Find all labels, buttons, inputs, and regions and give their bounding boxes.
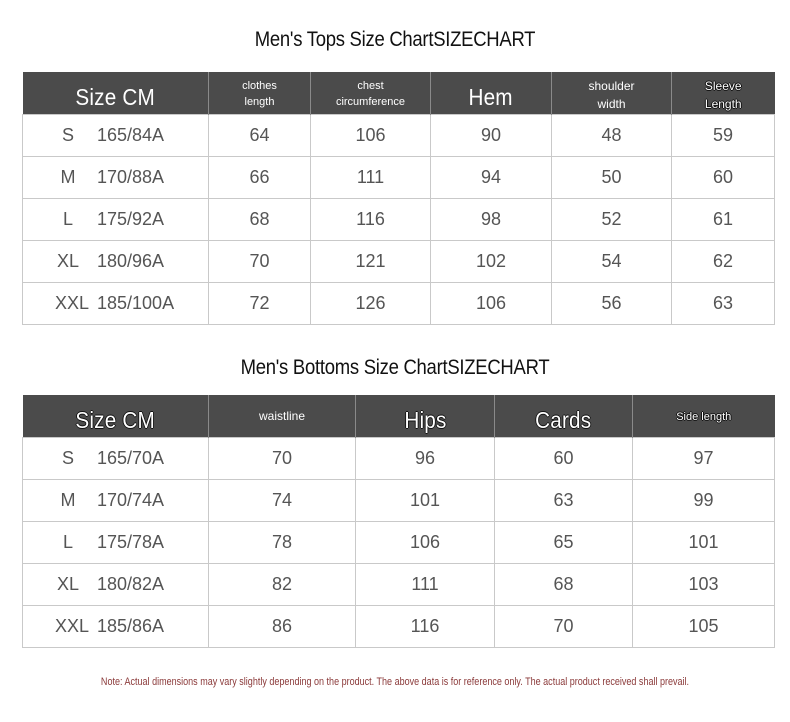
- height-label: 170/88A: [97, 167, 165, 187]
- cell-sleeve: 59: [672, 115, 775, 157]
- cell-clothes-length: 68: [209, 199, 311, 241]
- header-size-cm: Size CM: [23, 72, 209, 115]
- size-label: XXL: [55, 293, 90, 313]
- size-cell: [23, 115, 209, 157]
- cell-sleeve: 60: [672, 157, 775, 199]
- header-hem: Hem: [431, 72, 552, 115]
- size-label: L: [62, 532, 73, 552]
- table-row: [23, 157, 775, 199]
- cell-hips: 111: [356, 564, 495, 606]
- cell-cards: 63: [495, 480, 633, 522]
- cell-chest: 111: [311, 157, 431, 199]
- size-label: XL: [56, 574, 80, 594]
- cell-cards: 60: [495, 438, 633, 480]
- cell-shoulder: 54: [552, 241, 672, 283]
- cell-clothes-length: 66: [209, 157, 311, 199]
- cell-cards: 68: [495, 564, 633, 606]
- cell-hem: 98: [431, 199, 552, 241]
- size-label: XXL: [55, 616, 90, 636]
- cell-chest: 116: [311, 199, 431, 241]
- table-row: [23, 480, 775, 522]
- header-cards: Cards: [495, 395, 633, 438]
- cell-sleeve: 61: [672, 199, 775, 241]
- cell-side-length: 97: [633, 438, 775, 480]
- height-label: 165/84A: [97, 125, 165, 145]
- disclaimer-note: Note: Actual dimensions may vary slightly depending on the product. The above data is for reference only. The actual product received shall prevail.: [100, 676, 690, 688]
- cell-waistline: 82: [209, 564, 356, 606]
- header-size-cm: Size CM: [23, 395, 209, 438]
- cell-hem: 106: [431, 283, 552, 325]
- size-cell: [23, 522, 209, 564]
- header-waistline: waistline: [209, 395, 356, 438]
- size-label: L: [62, 209, 73, 229]
- size-cell: [23, 564, 209, 606]
- cell-sleeve: 62: [672, 241, 775, 283]
- cell-hem: 90: [431, 115, 552, 157]
- tops-chart-title: Men's Tops Size ChartSIZECHART: [254, 28, 536, 51]
- height-label: 175/92A: [97, 209, 165, 229]
- bottoms-size-table: [22, 395, 775, 648]
- height-label: 180/82A: [97, 574, 165, 594]
- cell-chest: 126: [311, 283, 431, 325]
- cell-side-length: 103: [633, 564, 775, 606]
- cell-waistline: 70: [209, 438, 356, 480]
- cell-clothes-length: 64: [209, 115, 311, 157]
- cell-hem: 102: [431, 241, 552, 283]
- height-label: 185/86A: [97, 616, 165, 636]
- header-shoulder-width: shoulder width: [552, 72, 672, 115]
- table-row: [23, 199, 775, 241]
- size-cell: [23, 606, 209, 648]
- cell-hem: 94: [431, 157, 552, 199]
- table-row: [23, 522, 775, 564]
- height-label: 180/96A: [97, 251, 165, 271]
- cell-hips: 101: [356, 480, 495, 522]
- cell-chest: 121: [311, 241, 431, 283]
- size-cell: [23, 283, 209, 325]
- size-label: S: [61, 448, 74, 468]
- cell-clothes-length: 70: [209, 241, 311, 283]
- cell-chest: 106: [311, 115, 431, 157]
- height-label: 170/74A: [97, 490, 165, 510]
- size-cell: [23, 157, 209, 199]
- height-label: 175/78A: [97, 532, 165, 552]
- header-hips: Hips: [356, 395, 495, 438]
- cell-shoulder: 48: [552, 115, 672, 157]
- table-header-row: [23, 72, 775, 115]
- table-row: [23, 564, 775, 606]
- size-cell: [23, 241, 209, 283]
- size-cell: [23, 199, 209, 241]
- table-header-row: [23, 395, 775, 438]
- cell-waistline: 78: [209, 522, 356, 564]
- cell-sleeve: 63: [672, 283, 775, 325]
- cell-hips: 96: [356, 438, 495, 480]
- table-row: [23, 283, 775, 325]
- cell-side-length: 99: [633, 480, 775, 522]
- size-cell: [23, 480, 209, 522]
- header-sleeve-length: Sleeve Length: [672, 72, 775, 115]
- header-side-length: Side length: [633, 395, 775, 438]
- cell-cards: 70: [495, 606, 633, 648]
- bottoms-chart-title: Men's Bottoms Size ChartSIZECHART: [240, 356, 550, 379]
- size-label: XL: [56, 251, 80, 271]
- table-row: [23, 606, 775, 648]
- height-label: 185/100A: [97, 293, 175, 313]
- cell-waistline: 86: [209, 606, 356, 648]
- cell-clothes-length: 72: [209, 283, 311, 325]
- size-label: S: [61, 125, 74, 145]
- table-row: [23, 241, 775, 283]
- cell-side-length: 101: [633, 522, 775, 564]
- cell-shoulder: 50: [552, 157, 672, 199]
- tops-size-table: [22, 72, 775, 325]
- cell-hips: 106: [356, 522, 495, 564]
- header-chest-circumference: chest circumference: [311, 72, 431, 115]
- size-label: M: [60, 490, 76, 510]
- size-label: M: [60, 167, 76, 187]
- table-row: [23, 438, 775, 480]
- size-cell: [23, 438, 209, 480]
- cell-cards: 65: [495, 522, 633, 564]
- cell-hips: 116: [356, 606, 495, 648]
- height-label: 165/70A: [97, 448, 165, 468]
- cell-waistline: 74: [209, 480, 356, 522]
- cell-shoulder: 52: [552, 199, 672, 241]
- cell-shoulder: 56: [552, 283, 672, 325]
- header-clothes-length: clothes length: [209, 72, 311, 115]
- cell-side-length: 105: [633, 606, 775, 648]
- table-row: [23, 115, 775, 157]
